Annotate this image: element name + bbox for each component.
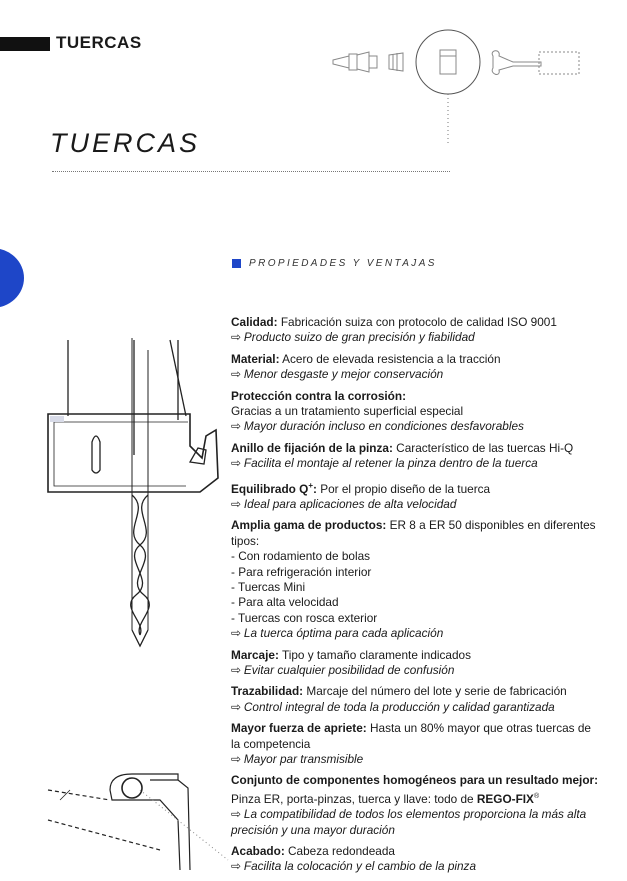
arrow-icon: ⇨ (231, 663, 241, 678)
item-acabado (231, 844, 601, 875)
header-title: TUERCAS (56, 33, 142, 52)
item-label: Calidad: (231, 315, 278, 329)
header-bar (0, 37, 50, 51)
item-material (231, 352, 601, 383)
item-conjunto (231, 773, 601, 838)
item-label: Amplia gama de productos: (231, 518, 387, 533)
item-label (231, 482, 317, 496)
section-square-icon (232, 259, 241, 268)
arrow-icon: ⇨ (231, 699, 241, 714)
arrow-icon: ⇨ (231, 456, 241, 471)
item-label: Anillo de fijación de la pinza: (231, 440, 393, 455)
blue-page-tab (0, 248, 24, 308)
item-text-body: Pinza ER, porta-pinzas, tuerca y llave: todo de (231, 791, 477, 806)
item-fuerza (231, 721, 601, 767)
benefit-text: Ideal para aplicaciones de alta velocidad (243, 496, 457, 511)
item-anillo (231, 441, 601, 472)
brand-name: REGO-FIX (476, 791, 534, 806)
item-text: ER 8 a ER 50 disponibles en diferentes tipos: (231, 518, 596, 548)
arrow-icon: ⇨ (231, 330, 241, 345)
page-title: TUERCAS (50, 128, 201, 158)
item-benefit (231, 663, 601, 678)
list-item: - Tuercas Mini (231, 580, 306, 595)
item-label: Mayor fuerza de apriete: (231, 721, 367, 736)
item-text (231, 789, 601, 807)
item-gama (231, 518, 601, 641)
item-trazabilidad (231, 684, 601, 715)
item-benefit (231, 626, 601, 641)
section-heading (232, 258, 437, 269)
item-text: Característico de las tuercas Hi-Q (392, 440, 574, 455)
brand-mark: ® (533, 792, 540, 800)
item-benefit (231, 330, 601, 345)
arrow-icon: ⇨ (231, 859, 241, 874)
nut-cross-section-illustration (40, 330, 230, 650)
benefit-text: Mayor par transmisible (243, 752, 364, 767)
item-benefit (231, 497, 601, 512)
item-label: Conjunto de componentes homogéneos para un resultado mejor: (231, 773, 599, 788)
list-item: - Tuercas con rosca exterior (231, 610, 378, 625)
item-text: Por el propio diseño de la tuerca (316, 481, 491, 496)
item-benefit (231, 859, 601, 874)
item-equilibrado (231, 478, 601, 513)
item-benefit (231, 700, 601, 715)
list-item: - Para refrigeración interior (231, 564, 372, 579)
benefit-text: Producto suizo de gran precisión y fiabilidad (243, 330, 475, 345)
arrow-icon: ⇨ (231, 367, 241, 382)
item-label: Protección contra la corrosión: (231, 388, 407, 403)
arrow-icon: ⇨ (231, 626, 241, 641)
item-benefit (231, 752, 601, 767)
item-benefit (231, 367, 601, 382)
benefit-text: Menor desgaste y mejor conservación (243, 367, 444, 382)
item-text: Acero de elevada resistencia a la tracción (279, 351, 501, 366)
properties-list (231, 315, 601, 881)
item-calidad (231, 315, 601, 346)
label-sup: + (308, 480, 314, 490)
benefit-text: Facilita el montaje al retener la pinza dentro de la tuerca (243, 456, 538, 471)
list-item: - Con rodamiento de bolas (231, 549, 371, 564)
item-marcaje (231, 648, 601, 679)
item-label: Trazabilidad: (231, 684, 304, 699)
benefit-text: Mayor duración incluso en condiciones desfavorables (243, 419, 524, 434)
item-text: Gracias a un tratamiento superficial especial (231, 404, 464, 419)
arrow-icon: ⇨ (231, 496, 241, 511)
label-tail: : (313, 481, 317, 496)
item-benefit (231, 807, 601, 838)
title-dotted-rule (52, 171, 450, 172)
section-heading-text: PROPIEDADES Y VENTAJAS (249, 258, 437, 269)
item-label: Marcaje: (231, 647, 279, 662)
benefit-text: Evitar cualquier posibilidad de confusión (243, 663, 455, 678)
item-text: Tipo y tamaño claramente indicados (278, 647, 472, 662)
benefit-text: Control integral de toda la producción y calidad garantizada (243, 699, 555, 714)
nut-detail-illustration (40, 760, 230, 870)
arrow-icon: ⇨ (231, 419, 241, 434)
benefit-text: Facilita la colocación y el cambio de la pinza (243, 859, 477, 874)
item-label: Material: (231, 351, 280, 366)
item-proteccion (231, 389, 601, 435)
assembly-illustration (325, 22, 585, 152)
item-text: Fabricación suiza con protocolo de calidad ISO 9001 (277, 315, 557, 329)
item-benefit (231, 419, 601, 434)
item-text: Cabeza redondeada (284, 844, 395, 859)
arrow-icon: ⇨ (231, 807, 241, 822)
item-text: Marcaje del número del lote y serie de fabricación (303, 684, 567, 699)
arrow-icon: ⇨ (231, 752, 241, 767)
label-text: Equilibrado Q (231, 481, 309, 496)
benefit-text: La compatibilidad de todos los elementos proporciona la más alta precisión y una mayor duración (231, 807, 587, 837)
item-benefit (231, 456, 601, 471)
item-text: Hasta un 80% mayor que otras tuercas de la competencia (231, 721, 591, 751)
item-label: Acabado: (231, 844, 285, 859)
list-item: - Para alta velocidad (231, 595, 339, 610)
benefit-text: La tuerca óptima para cada aplicación (243, 626, 444, 641)
